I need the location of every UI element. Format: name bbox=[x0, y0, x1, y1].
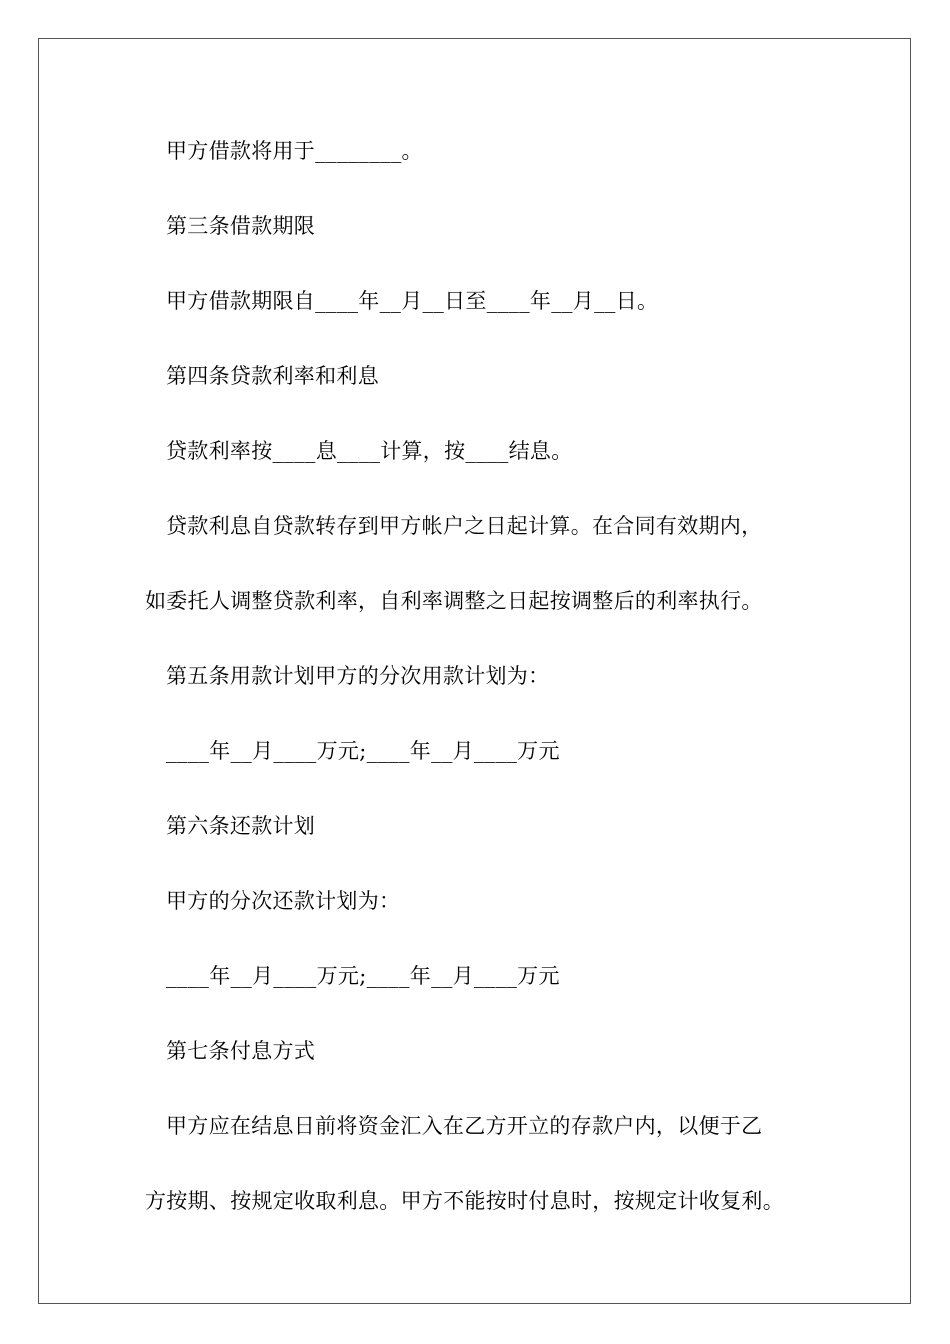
text-line-repayment-plan: ____年__月____万元;____年__月____万元 bbox=[166, 964, 560, 988]
heading-article-4: 第四条贷款利率和利息 bbox=[166, 364, 379, 388]
text-line-loan-term: 甲方借款期限自____年__月__日至____年__月__日。 bbox=[166, 289, 659, 313]
text-line-interest-start: 贷款利息自贷款转存到甲方帐户之日起计算。在合同有效期内， bbox=[166, 514, 763, 538]
heading-article-3: 第三条借款期限 bbox=[166, 214, 316, 238]
text-line-loan-purpose: 甲方借款将用于________。 bbox=[166, 139, 423, 163]
text-line-interest-adjust: 如委托人调整贷款利率，自利率调整之日起按调整后的利率执行。 bbox=[145, 589, 763, 613]
text-line-compound-interest: 方按期、按规定收取利息。甲方不能按时付息时，按规定计收复利。 bbox=[145, 1189, 784, 1213]
heading-article-6: 第六条还款计划 bbox=[166, 814, 316, 838]
heading-article-7: 第七条付息方式 bbox=[166, 1039, 316, 1063]
text-line-repayment-intro: 甲方的分次还款计划为： bbox=[166, 889, 401, 913]
text-line-drawdown-plan: ____年__月____万元;____年__月____万元 bbox=[166, 739, 560, 763]
text-line-interest-rate: 贷款利率按____息____计算，按____结息。 bbox=[166, 439, 573, 463]
heading-article-5: 第五条用款计划甲方的分次用款计划为： bbox=[166, 664, 550, 688]
text-line-payment-method: 甲方应在结息日前将资金汇入在乙方开立的存款户内，以便于乙 bbox=[166, 1114, 763, 1138]
